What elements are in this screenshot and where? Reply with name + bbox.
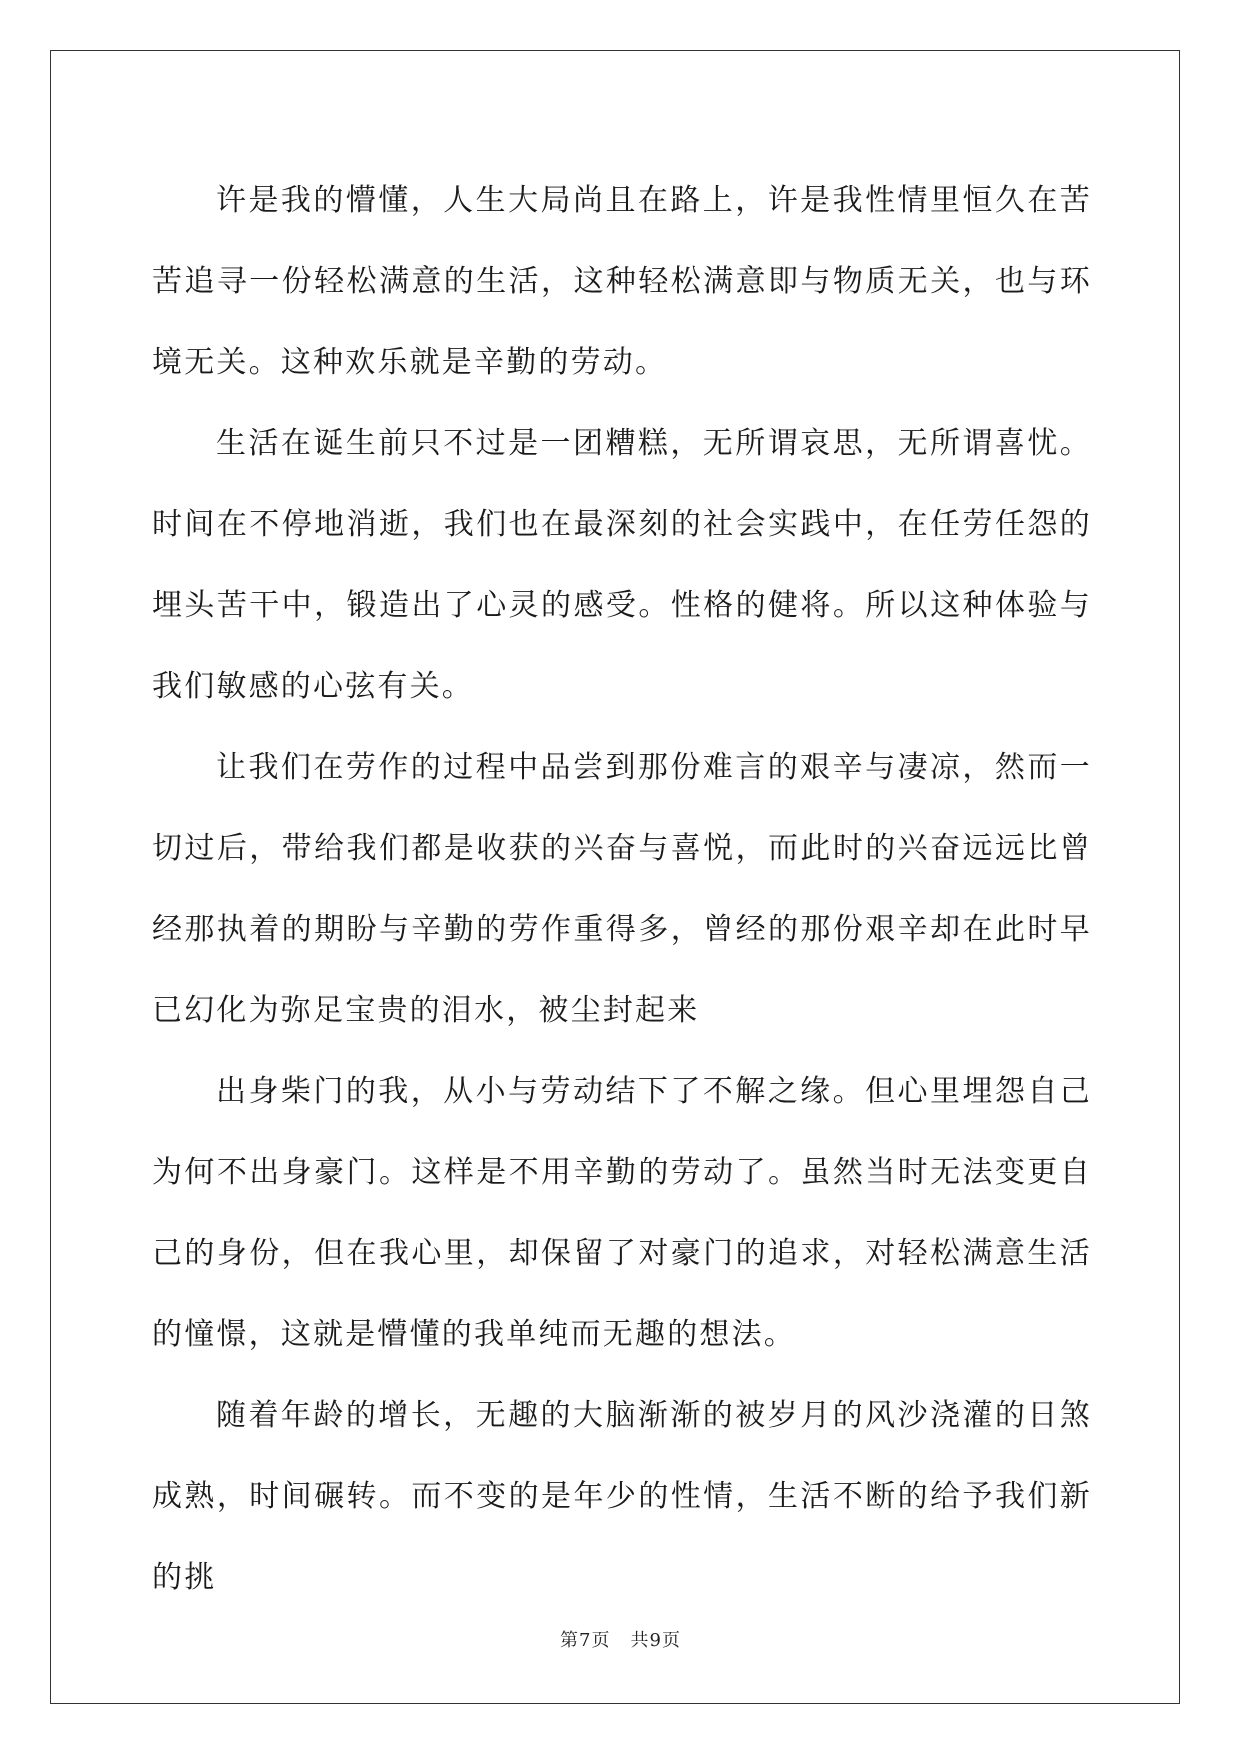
paragraph-5: 随着年龄的增长，无趣的大脑渐渐的被岁月的风沙浇灌的日煞成熟，时间碾转。而不变的是年少的性情，生活不断的给予我们新的挑 <box>152 1398 1092 1595</box>
page-number: 第7页 <box>560 1630 611 1651</box>
document-body <box>152 160 1092 1618</box>
paragraph-2: 生活在诞生前只不过是一团糟糕，无所谓哀思，无所谓喜忧。时间在不停地消逝，我们也在最深刻的社会实践中，在任劳任怨的埋头苦干中，锻造出了心灵的感受。性格的健将。所以这种体验与我们敏感的心弦有关。 <box>152 426 1092 704</box>
paragraph-1: 许是我的懵懂，人生大局尚且在路上，许是我性情里恒久在苦苦追寻一份轻松满意的生活，这种轻松满意即与物质无关，也与环境无关。这种欢乐就是辛勤的劳动。 <box>152 183 1092 380</box>
page-footer <box>0 1626 1241 1652</box>
paragraph-4: 出身柴门的我，从小与劳动结下了不解之缘。但心里埋怨自己为何不出身豪门。这样是不用辛勤的劳动了。虽然当时无法变更自己的身份，但在我心里，却保留了对豪门的追求，对轻松满意生活的憧憬，这就是懵懂的我单纯而无趣的想法。 <box>152 1074 1092 1352</box>
page-total: 共9页 <box>630 1630 681 1651</box>
paragraph-3: 让我们在劳作的过程中品尝到那份难言的艰辛与凄凉，然而一切过后，带给我们都是收获的兴奋与喜悦，而此时的兴奋远远比曾经那执着的期盼与辛勤的劳作重得多，曾经的那份艰辛却在此时早已幻化为弥足宝贵的泪水，被尘封起来 <box>152 750 1092 1028</box>
